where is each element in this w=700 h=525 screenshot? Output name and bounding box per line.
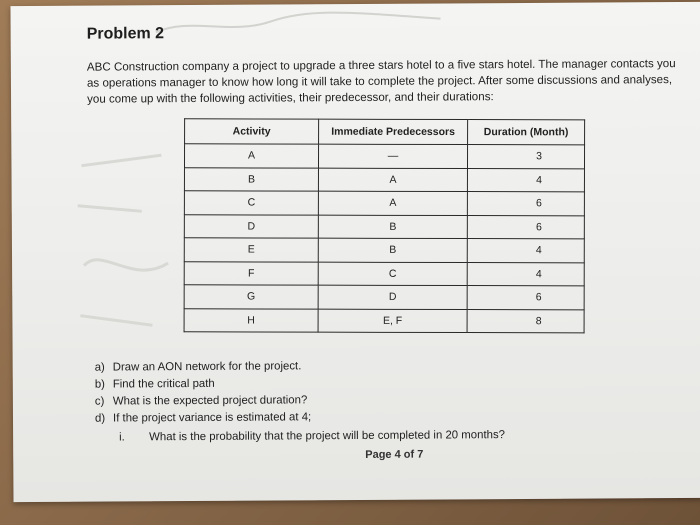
question-key: b) (94, 378, 105, 391)
table-row (184, 308, 584, 333)
question-text: If the project variance is estimated at 4; (112, 411, 312, 425)
question-text: What is the probability that the project will be completed in 20 months? (149, 429, 506, 444)
activity-cell: G (184, 285, 318, 309)
table-row (184, 285, 584, 310)
question-c (95, 392, 307, 409)
table-row (184, 167, 584, 192)
column-header-predecessors: Immediate Predecessors (319, 119, 468, 144)
activity-cell: C (184, 191, 318, 215)
question-key: c) (94, 395, 105, 408)
duration-cell: 4 (467, 168, 584, 192)
activity-cell: E (184, 238, 318, 262)
question-d (95, 409, 311, 426)
problem-description: ABC Construction company a project to upgrade a three stars hotel to a five stars hotel. The manager contacts you as operations manager to know how long it will take to complete the project. After some discussions and analyses, you come up with the following activities, their predecessor, and their durations: (86, 57, 676, 106)
activity-cell: F (184, 261, 318, 285)
activity-cell: H (184, 308, 318, 332)
duration-cell: 6 (467, 286, 584, 310)
bleed-through-marks (71, 145, 182, 349)
predecessor-cell: — (318, 144, 467, 168)
table-row (184, 261, 584, 286)
bleed-through-marks (150, 2, 451, 45)
predecessor-cell: A (318, 191, 467, 215)
table-row (184, 238, 584, 263)
activity-cell: D (184, 214, 318, 238)
problem-title: Problem 2 (86, 25, 165, 43)
question-text: Find the critical path (112, 377, 215, 391)
duration-cell: 6 (467, 215, 584, 239)
duration-cell: 8 (467, 309, 584, 333)
predecessor-cell: B (318, 215, 467, 239)
paper-sheet (10, 2, 700, 502)
duration-cell: 3 (467, 145, 584, 169)
table-row (184, 191, 584, 216)
question-text: Draw an AON network for the project. (112, 360, 302, 374)
duration-cell: 4 (467, 262, 584, 286)
table-row (184, 144, 584, 169)
activity-cell: B (184, 167, 318, 191)
predecessor-cell: D (318, 285, 467, 309)
table-header-row (185, 119, 585, 145)
question-b (95, 376, 215, 393)
question-key: i. (119, 431, 125, 444)
duration-cell: 4 (467, 239, 584, 263)
column-header-duration: Duration (Month) (468, 120, 585, 145)
question-text: What is the expected project duration? (112, 394, 308, 408)
page-number: Page 4 of 7 (365, 448, 424, 461)
question-key: a) (94, 361, 105, 374)
column-header-activity: Activity (185, 119, 319, 144)
predecessor-cell: C (318, 262, 467, 286)
table-row (184, 214, 584, 239)
question-key: d) (94, 412, 106, 425)
duration-cell: 6 (467, 192, 584, 216)
subquestion-i (119, 427, 505, 445)
activity-table (184, 118, 586, 333)
predecessor-cell: A (318, 168, 467, 192)
predecessor-cell: E, F (318, 309, 467, 333)
activity-cell: A (184, 144, 318, 168)
predecessor-cell: B (318, 238, 467, 262)
question-a (95, 358, 302, 375)
